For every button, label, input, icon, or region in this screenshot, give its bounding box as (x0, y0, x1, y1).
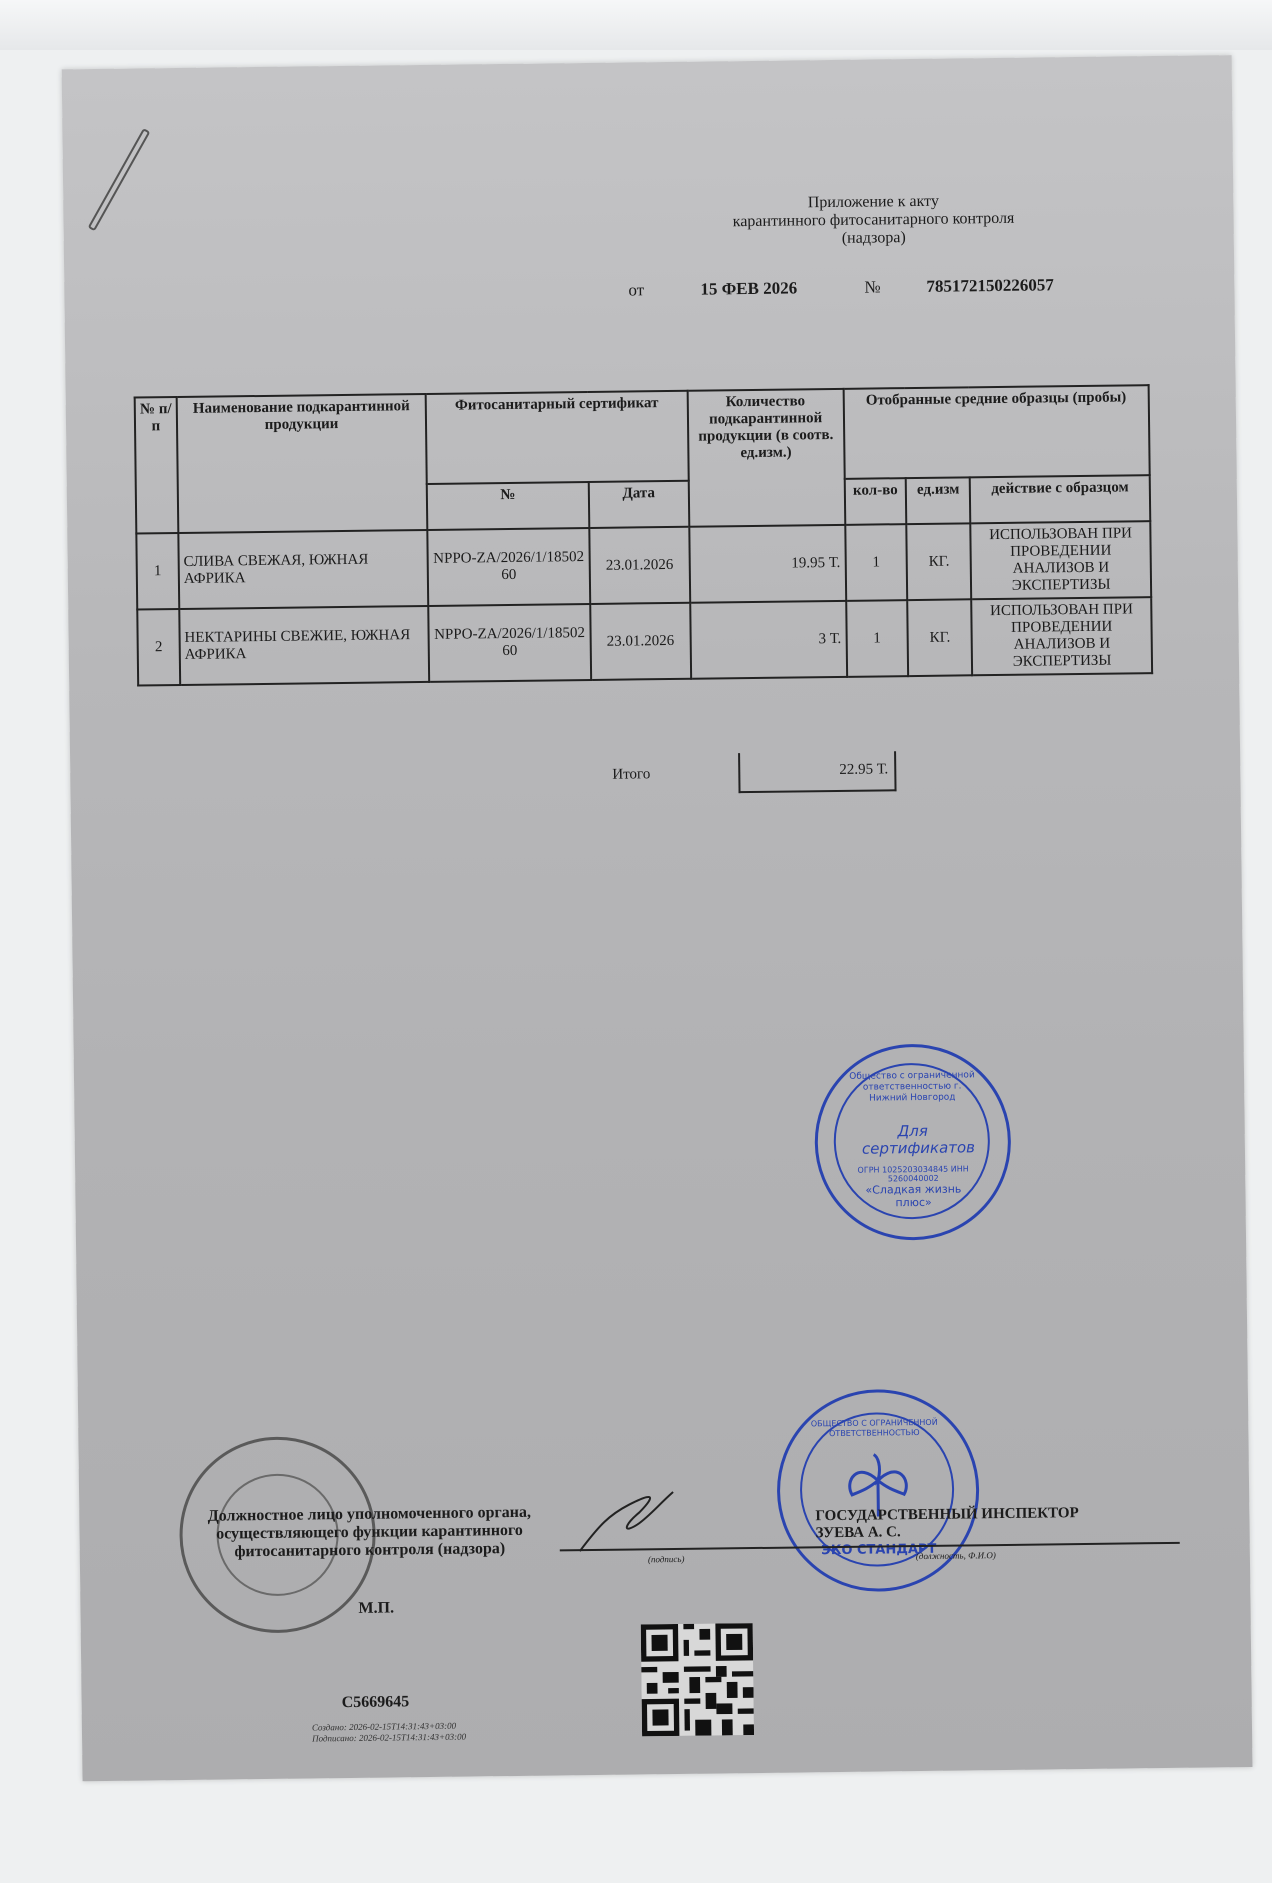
row-product: НЕКТАРИНЫ СВЕЖИЕ, ЮЖНАЯ АФРИКА (179, 606, 429, 685)
caption-signature: (подпись) (647, 1553, 685, 1565)
header-sample-unit: ед.изм (906, 477, 970, 524)
header-line-1: Приложение к акту (807, 192, 939, 212)
table-row (136, 521, 1151, 609)
created-timestamp: Создано: 2026-02-15Т14:31:43+03:00 (311, 1720, 457, 1733)
form-serial-number: С5669645 (341, 1693, 410, 1712)
header-quantity: Количество подкарантинной продукции (в соотв. ед.изм.) (687, 389, 844, 527)
row-product: СЛИВА СВЕЖАЯ, ЮЖНАЯ АФРИКА (178, 530, 428, 609)
act-number-label: № (864, 277, 881, 297)
row-sample-unit: КГ. (908, 599, 973, 676)
row-sample-action: ИСПОЛЬЗОВАН ПРИ ПРОВЕДЕНИИ АНАЛИЗОВ И ЭКСПЕРТИЗЫ (972, 597, 1153, 675)
official-caption: Должностное лицо уполномоченного органа, осуществляющего функции карантинного фитосанитарного контроля (надзора) (207, 1503, 532, 1561)
act-reference (64, 273, 1234, 300)
header-line-2: карантинного фитосанитарного контроля (732, 209, 1015, 231)
header-line-3: (надзора) (841, 229, 906, 247)
row-quantity: 19.95 Т. (689, 525, 846, 603)
total-value: 22.95 Т. (738, 751, 896, 793)
row-sample-qty: 1 (845, 524, 908, 601)
header-product: Наименование подкарантинной продукции (177, 394, 428, 533)
company-stamp-center: Для сертификатов (861, 1121, 976, 1158)
eco-stamp-top: ОБЩЕСТВО С ОГРАНИЧЕННОЙ ОТВЕТСТВЕННОСТЬЮ (810, 1417, 938, 1439)
header-cert-date: Дата (589, 481, 689, 528)
row-sample-qty: 1 (846, 600, 909, 677)
appendix-header (673, 191, 1074, 250)
document-page (62, 55, 1253, 1781)
qr-code-icon (641, 1623, 754, 1736)
act-date: 15 ФЕВ 2026 (700, 278, 798, 299)
company-stamp-outer-text: Общество с ограниченной ответственностью г. Нижний Новгород (849, 1070, 975, 1104)
row-num: 1 (136, 533, 179, 610)
header-samples: Отобранные средние образцы (пробы) (843, 385, 1150, 479)
row-cert-date: 23.01.2026 (589, 527, 690, 604)
stamp-place-label: М.П. (358, 1599, 395, 1617)
inspector-name: ЗУЕВА А. С. (815, 1524, 901, 1542)
header-num: № п/п (135, 397, 179, 534)
signature-icon (569, 1484, 680, 1555)
header-cert-num: № (427, 482, 589, 530)
eco-standard-stamp (776, 1388, 980, 1592)
row-cert-date: 23.01.2026 (590, 603, 691, 680)
total-label: Итого (612, 766, 651, 783)
act-number: 785172150226057 (926, 275, 1054, 296)
row-num: 2 (137, 609, 180, 686)
company-stamp-bottom: «Сладкая жизнь плюс» (865, 1182, 962, 1210)
row-sample-unit: КГ. (907, 523, 972, 600)
inspector-position: ГОСУДАРСТВЕННЫЙ ИНСПЕКТОР (815, 1505, 1079, 1525)
header-sample-action: действие с образцом (970, 475, 1150, 523)
header-certificate: Фитосанитарный сертификат (426, 391, 689, 484)
eco-stamp-bottom: ЭКО СТАНДАРТ (821, 1541, 937, 1559)
row-sample-action: ИСПОЛЬЗОВАН ПРИ ПРОВЕДЕНИИ АНАЛИЗОВ И ЭКСПЕРТИЗЫ (971, 521, 1152, 599)
signed-timestamp: Подписано: 2026-02-15Т14:31:43+03:00 (312, 1731, 467, 1744)
row-quantity: 3 Т. (690, 601, 847, 679)
act-ot-label: от (628, 280, 645, 300)
inspector-block (815, 1505, 1079, 1542)
products-table (134, 384, 1153, 686)
company-stamp-ogrn: ОГРН 1025203034845 ИНН 5260040002 (857, 1164, 969, 1184)
company-stamp (814, 1043, 1012, 1241)
caption-position: (должность, Ф.И.О) (915, 1550, 996, 1562)
table-row (137, 597, 1152, 685)
header-sample-qty: кол-во (844, 478, 906, 525)
paper-clip-mark (88, 128, 151, 231)
row-cert-num: NPPO-ZA/2026/1/18502 60 (427, 528, 590, 606)
document-timestamps (312, 1721, 466, 1745)
scan-background (0, 0, 1272, 50)
row-cert-num: NPPO-ZA/2026/1/18502 60 (428, 604, 591, 682)
